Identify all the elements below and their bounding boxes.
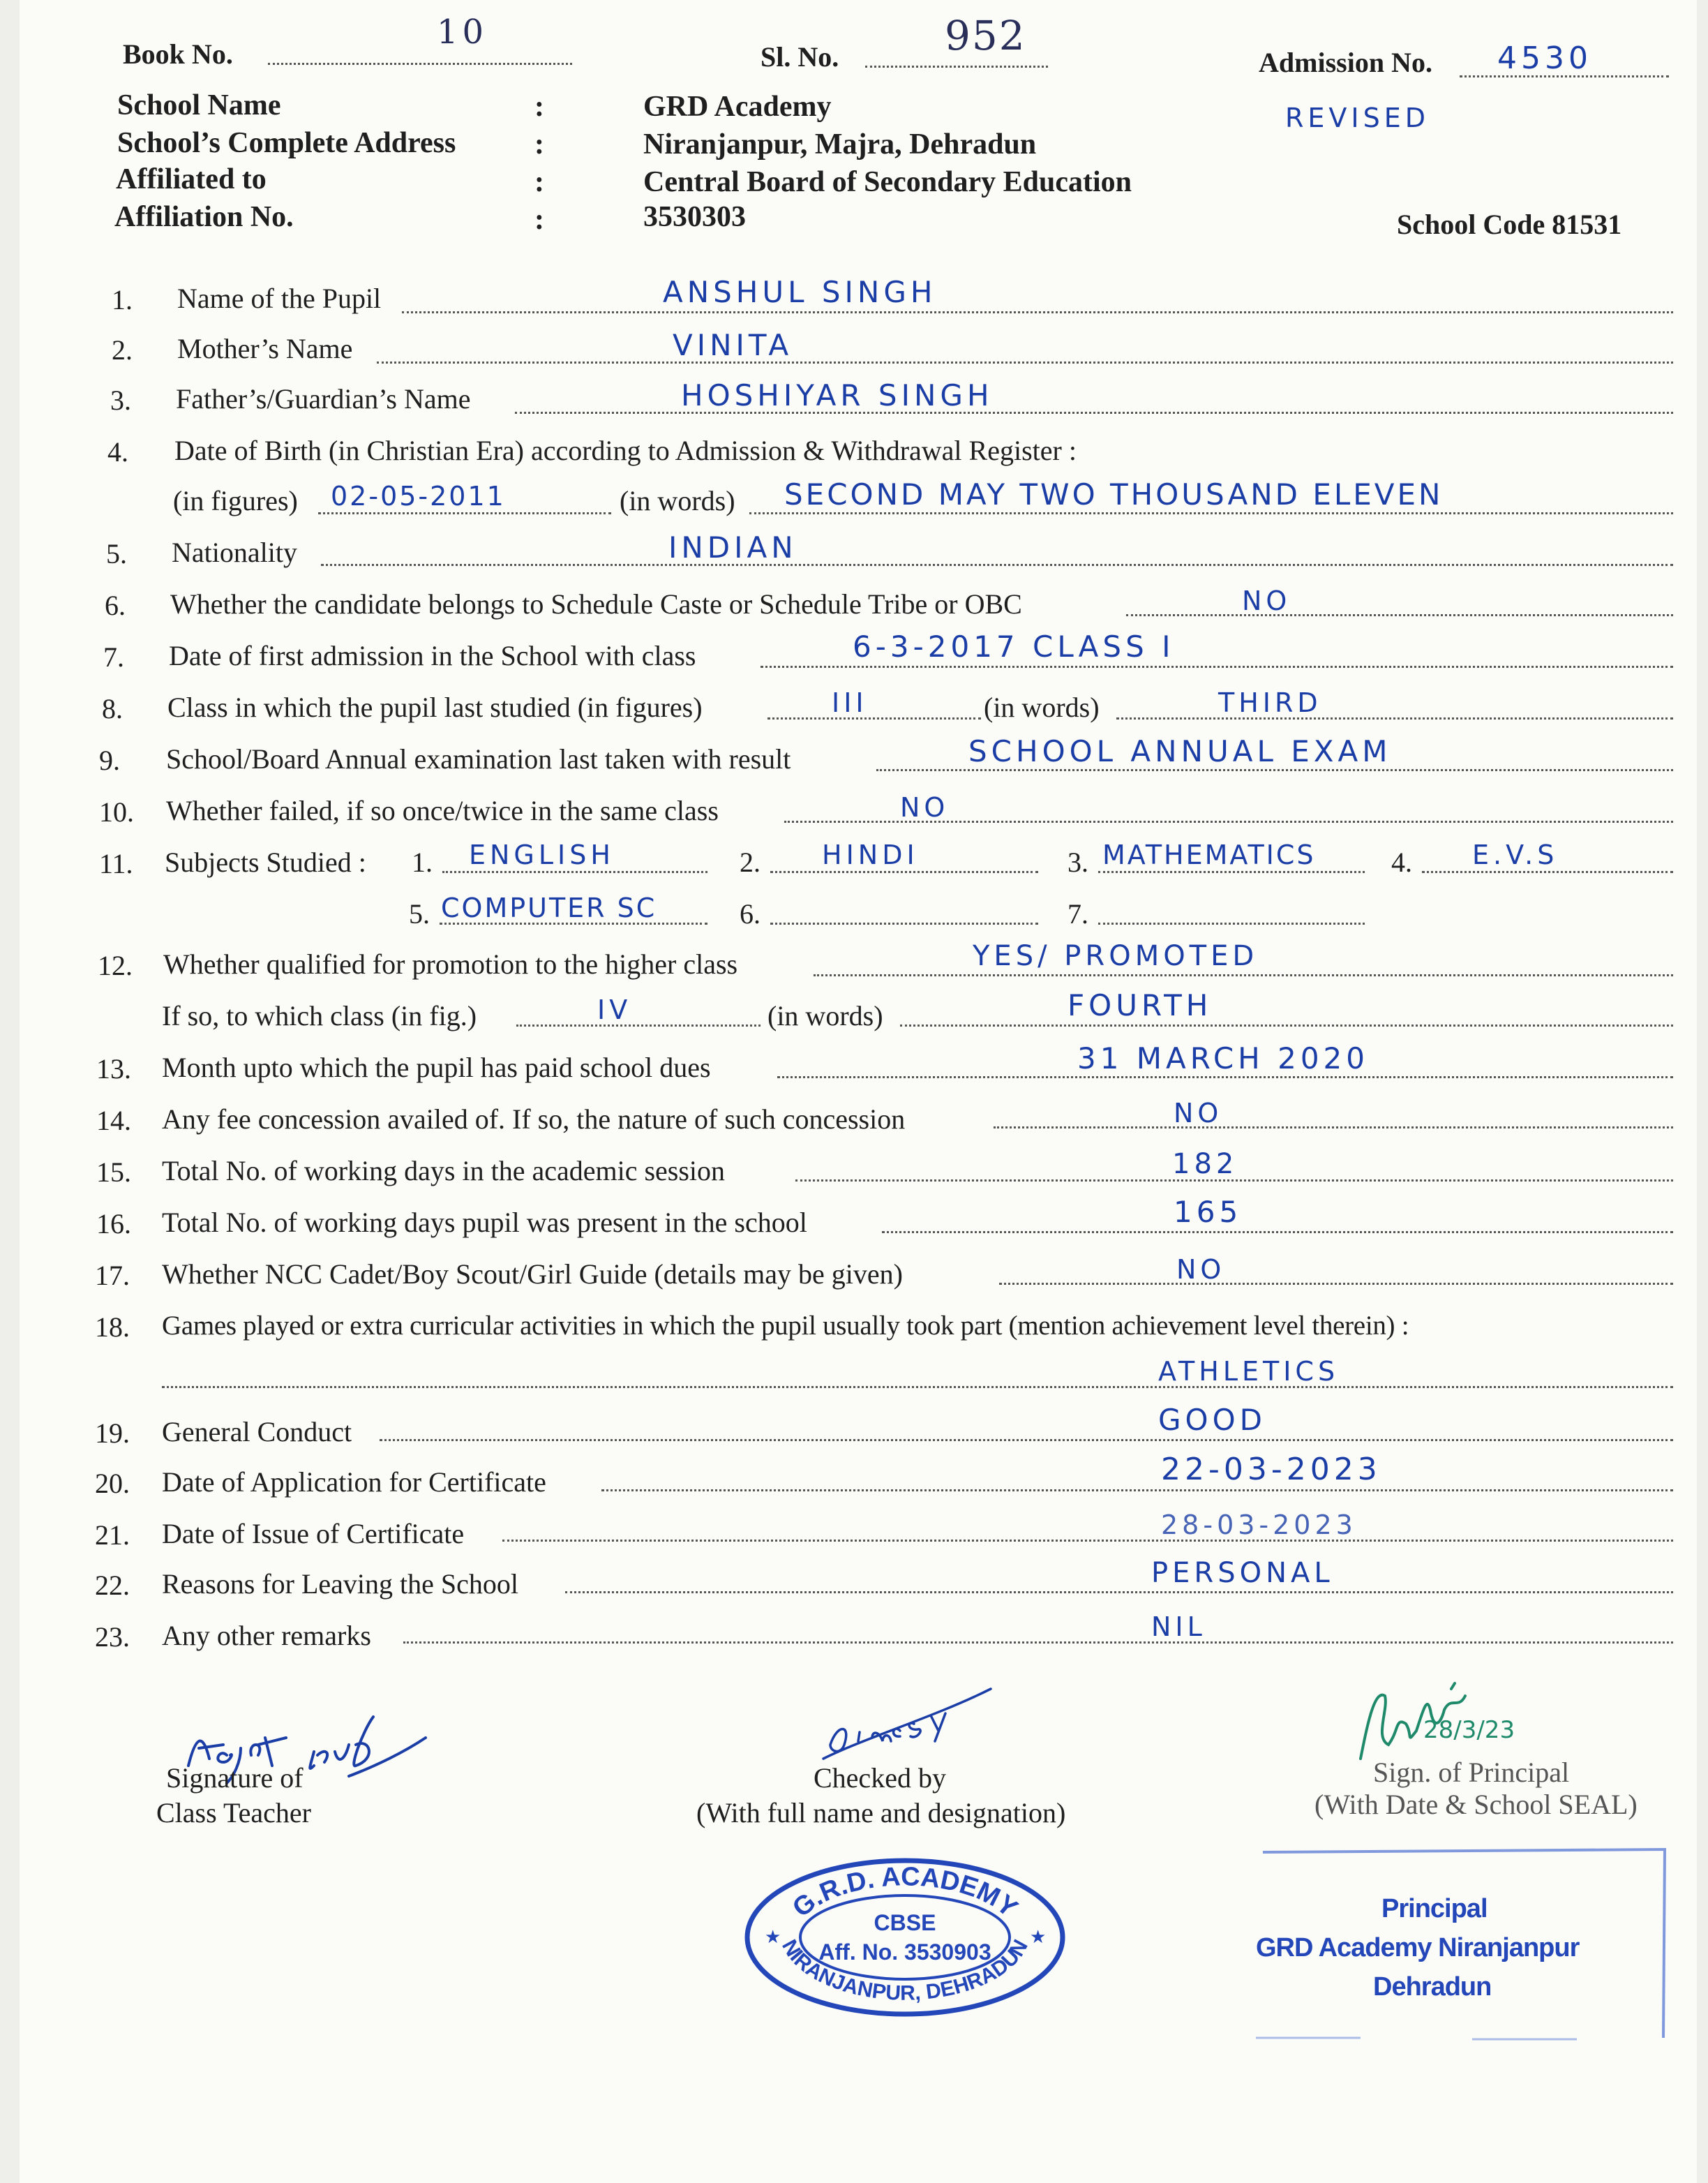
- mother-name: VINITA: [673, 328, 793, 362]
- last-exam: SCHOOL ANNUAL EXAM: [968, 734, 1392, 768]
- field-label: Nationality: [172, 537, 297, 568]
- teacher-signature-label: Class Teacher: [156, 1797, 311, 1828]
- affiliation-no-value: 3530303: [643, 201, 746, 233]
- nationality: INDIAN: [668, 530, 797, 565]
- field-label: Total No. of working days pupil was present in the school: [162, 1207, 807, 1238]
- field-label: Any fee concession availed of. If so, the nature of such concession: [162, 1103, 906, 1135]
- field-label: If so, to which class (in fig.): [162, 1000, 477, 1031]
- last-class-words: THIRD: [1218, 687, 1322, 718]
- field-label: School/Board Annual examination last taken with result: [166, 743, 791, 775]
- father-name: HOSHIYAR SINGH: [681, 378, 994, 412]
- principal-sign-date: 28/3/23: [1423, 1716, 1515, 1744]
- dob-figures: 02-05-2011: [331, 481, 506, 512]
- stamp-top-text: G.R.D. ACADEMY: [787, 1862, 1024, 1923]
- field-label: Games played or extra curricular activities in which the pupil usually took part (mention achievement level therein) :: [162, 1311, 1409, 1341]
- sl-value: 952: [945, 12, 1026, 59]
- stamp-bottom-text: NIRANJANPUR, DEHRADUN: [777, 1935, 1033, 2005]
- subject-1: ENGLISH: [469, 840, 615, 870]
- affiliation-no-label: Affiliation No.: [114, 201, 294, 233]
- field-label: Date of Issue of Certificate: [162, 1518, 465, 1549]
- leaving-reason: PERSONAL: [1151, 1557, 1334, 1589]
- field-label: Date of Birth (in Christian Era) according to Admission & Withdrawal Register :: [174, 435, 1077, 466]
- field-label: (in figures): [173, 485, 298, 516]
- field-label: (in words): [620, 485, 735, 516]
- book-value: 10: [437, 13, 488, 52]
- affiliated-value: Central Board of Secondary Education: [643, 166, 1132, 198]
- school-address-label: School’s Complete Address: [117, 127, 456, 159]
- seal-school: GRD Academy Niranjanpur: [1256, 1933, 1580, 1962]
- promoted-class-words: FOURTH: [1068, 988, 1213, 1022]
- first-admission: 6-3-2017 CLASS I: [853, 629, 1175, 664]
- subject-2: HINDI: [822, 840, 919, 870]
- field-label: Month upto which the pupil has paid school dues: [162, 1052, 711, 1083]
- subject-5: COMPUTER SC: [441, 893, 657, 923]
- caste-category: NO: [1242, 586, 1291, 616]
- checker-signature: [809, 1675, 1005, 1773]
- subject-3: MATHEMATICS: [1102, 840, 1316, 870]
- field-label: Reasons for Leaving the School: [162, 1568, 518, 1600]
- general-conduct: GOOD: [1158, 1403, 1267, 1437]
- application-date: 22-03-2023: [1161, 1452, 1381, 1487]
- principal-seal: [1249, 1842, 1681, 2045]
- subject-4: E.V.S: [1472, 840, 1559, 870]
- dues-paid-upto: 31 MARCH 2020: [1077, 1041, 1369, 1075]
- field-label: Name of the Pupil: [177, 283, 382, 314]
- other-remarks: NIL: [1151, 1611, 1206, 1642]
- school-address-value: Niranjanpur, Majra, Dehradun: [643, 128, 1037, 161]
- affiliated-label: Affiliated to: [116, 163, 267, 195]
- issue-date: 28-03-2023: [1161, 1510, 1357, 1540]
- field-label: Subjects Studied :: [165, 847, 366, 878]
- stamp-board: CBSE: [874, 1910, 936, 1935]
- field-label: Whether NCC Cadet/Boy Scout/Girl Guide (details may be given): [162, 1258, 903, 1290]
- promoted-class-figures: IV: [597, 994, 632, 1025]
- field-label: Whether the candidate belongs to Schedule Caste or Schedule Tribe or OBC: [170, 588, 1022, 620]
- sl-label: Sl. No.: [761, 41, 839, 73]
- checked-by-label: (With full name and designation): [696, 1797, 1066, 1828]
- revised-note: REVISED: [1285, 103, 1430, 133]
- school-stamp: [744, 1856, 1066, 2018]
- field-label: Date of Application for Certificate: [162, 1466, 546, 1498]
- admission-value: 4530: [1497, 40, 1592, 76]
- stamp-affiliation: Aff. No. 3530903: [818, 1939, 991, 1965]
- admission-label: Admission No.: [1259, 47, 1432, 78]
- school-name-value: GRD Academy: [643, 91, 832, 123]
- pupil-name: ANSHUL SINGH: [663, 275, 937, 309]
- school-name-label: School Name: [117, 89, 281, 121]
- total-working-days: 182: [1172, 1148, 1238, 1180]
- dob-words: SECOND MAY TWO THOUSAND ELEVEN: [784, 477, 1444, 512]
- ncc-scout-status: NO: [1176, 1254, 1226, 1285]
- principal-signature-label: (With Date & School SEAL): [1314, 1789, 1638, 1820]
- field-label: Mother’s Name: [177, 333, 353, 364]
- field-label: Father’s/Guardian’s Name: [176, 383, 471, 415]
- last-class-figures: III: [832, 687, 868, 718]
- field-label: Any other remarks: [162, 1620, 371, 1651]
- promotion-status: YES/ PROMOTED: [973, 940, 1259, 972]
- field-label: Class in which the pupil last studied (in figures): [167, 692, 703, 723]
- failed-status: NO: [900, 792, 950, 823]
- teacher-signature-label: Signature of: [166, 1762, 304, 1794]
- principal-signature-label: Sign. of Principal: [1373, 1757, 1570, 1788]
- fee-concession: NO: [1174, 1098, 1223, 1128]
- svg-text:★: ★: [765, 1927, 781, 1948]
- days-present: 165: [1174, 1195, 1243, 1229]
- extra-curricular: ATHLETICS: [1158, 1356, 1340, 1387]
- svg-text:★: ★: [1030, 1927, 1047, 1948]
- book-label: Book No.: [123, 38, 233, 70]
- field-label: Whether failed, if so once/twice in the same class: [166, 795, 719, 826]
- field-label: (in words): [767, 1000, 883, 1031]
- field-label: General Conduct: [162, 1416, 352, 1447]
- field-label: Date of first admission in the School with class: [169, 640, 696, 671]
- seal-city: Dehradun: [1373, 1972, 1492, 2002]
- seal-title: Principal: [1381, 1894, 1488, 1923]
- school-code: School Code 81531: [1397, 209, 1622, 240]
- field-label: Whether qualified for promotion to the higher class: [163, 948, 738, 980]
- field-label: Total No. of working days in the academic session: [162, 1155, 726, 1186]
- checked-by-label: Checked by: [814, 1762, 946, 1794]
- field-label: (in words): [984, 692, 1100, 723]
